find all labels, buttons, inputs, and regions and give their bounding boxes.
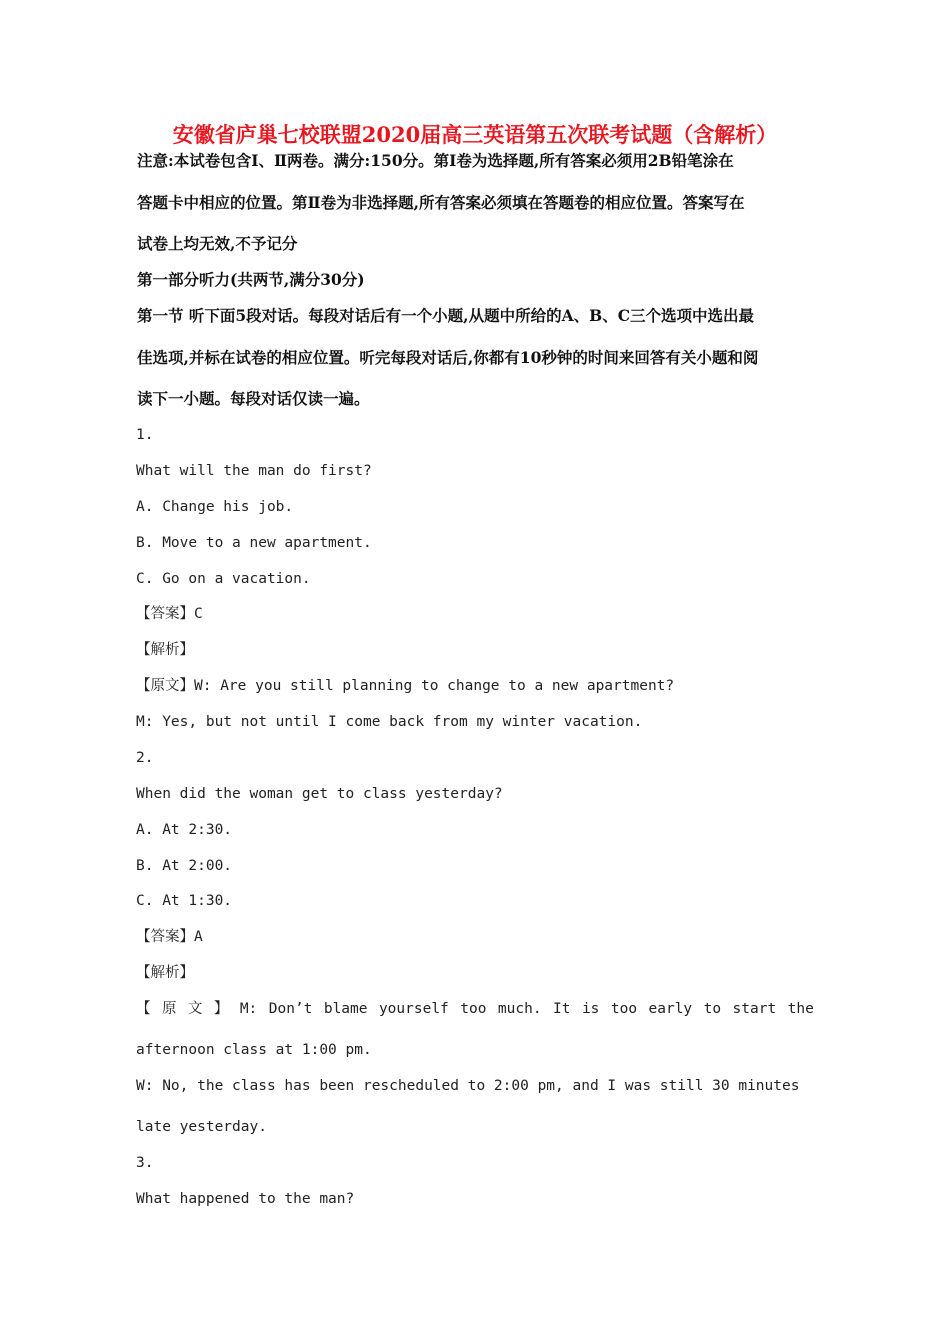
transcript-tag-char: 文 bbox=[187, 1001, 203, 1017]
transcript-tag-char: 原 bbox=[161, 1001, 177, 1017]
analysis-tag: 【解析】 bbox=[136, 642, 194, 658]
question-2-answer bbox=[136, 927, 203, 947]
section1-instructions-line-1: 第一节 听下面5段对话。每段对话后有一个小题,从题中所给的A、B、C三个选项中选出最 bbox=[137, 306, 755, 325]
question-1-transcript-line-2: M: Yes, but not until I come back from my winter vacation. bbox=[136, 714, 643, 730]
question-1-option-c: C. Go on a vacation. bbox=[136, 571, 311, 587]
transcript-word: yourself bbox=[378, 1001, 449, 1017]
transcript-word: to bbox=[703, 1001, 722, 1017]
transcript-word: Don’t bbox=[268, 1001, 313, 1017]
question-1-option-a: A. Change his job. bbox=[136, 499, 294, 515]
transcript-word: much. bbox=[497, 1001, 542, 1017]
answer-tag: 【答案】 bbox=[136, 606, 194, 622]
transcript-text: W: Are you still planning to change to a new apartment? bbox=[194, 678, 675, 694]
transcript-word: too bbox=[610, 1001, 638, 1017]
section1-instructions-line-3: 读下一小题。每段对话仅读一遍。 bbox=[137, 389, 370, 408]
question-2-transcript-line-1b: afternoon class at 1:00 pm. bbox=[136, 1042, 372, 1058]
transcript-word: M: bbox=[239, 1001, 258, 1017]
question-2-option-c: C. At 1:30. bbox=[136, 893, 233, 909]
question-1-answer bbox=[136, 604, 203, 624]
transcript-word: early bbox=[648, 1001, 693, 1017]
question-2-stem: When did the woman get to class yesterday? bbox=[136, 786, 503, 802]
question-2-option-b: B. At 2:00. bbox=[136, 858, 233, 874]
question-1-number: 1. bbox=[136, 427, 154, 443]
question-2-analysis bbox=[136, 963, 194, 983]
transcript-tag-char: 】 bbox=[213, 1001, 229, 1017]
transcript-word: the bbox=[787, 1001, 814, 1017]
notice-line-3: 试卷上均无效,不予记分 bbox=[137, 234, 298, 253]
question-3-number: 3. bbox=[136, 1155, 154, 1171]
transcript-word: too bbox=[460, 1001, 487, 1017]
transcript-word: It bbox=[553, 1001, 571, 1017]
part1-heading: 第一部分听力(共两节,满分30分) bbox=[137, 270, 365, 289]
analysis-tag: 【解析】 bbox=[136, 965, 194, 981]
question-2-option-a: A. At 2:30. bbox=[136, 822, 233, 838]
section1-instructions-line-2: 佳选项,并标在试卷的相应位置。听完每段对话后,你都有10秒钟的时间来回答有关小题和阅 bbox=[137, 348, 759, 367]
notice-line-2: 答题卡中相应的位置。第Ⅱ卷为非选择题,所有答案必须填在答题卷的相应位置。答案写在 bbox=[137, 193, 745, 212]
question-1-analysis bbox=[136, 640, 194, 660]
question-2-number: 2. bbox=[136, 750, 154, 766]
question-2-transcript-line-2: W: No, the class has been rescheduled to 2:00 pm, and I was still 30 minutes bbox=[136, 1078, 800, 1094]
document-title: 安徽省庐巢七校联盟2020届高三英语第五次联考试题（含解析） bbox=[172, 122, 778, 147]
answer-value: A bbox=[194, 929, 203, 945]
question-3-stem: What happened to the man? bbox=[136, 1191, 355, 1207]
transcript-word: is bbox=[581, 1001, 600, 1017]
question-1-stem: What will the man do first? bbox=[136, 463, 372, 479]
transcript-word: blame bbox=[323, 1001, 368, 1017]
question-1-option-b: B. Move to a new apartment. bbox=[136, 535, 372, 551]
transcript-tag: 【原文】 bbox=[136, 678, 194, 694]
transcript-tag-char: 【 bbox=[136, 1001, 151, 1017]
question-2-transcript-line-2b: late yesterday. bbox=[136, 1119, 267, 1135]
transcript-word: start bbox=[732, 1001, 777, 1017]
notice-line-1: 注意:本试卷包含Ⅰ、Ⅱ两卷。满分:150分。第Ⅰ卷为选择题,所有答案必须用2B铅笔涂在 bbox=[137, 151, 734, 170]
question-2-transcript-line-1 bbox=[136, 999, 814, 1019]
question-1-transcript-line-1 bbox=[136, 676, 674, 696]
answer-value: C bbox=[194, 606, 203, 622]
answer-tag: 【答案】 bbox=[136, 929, 194, 945]
